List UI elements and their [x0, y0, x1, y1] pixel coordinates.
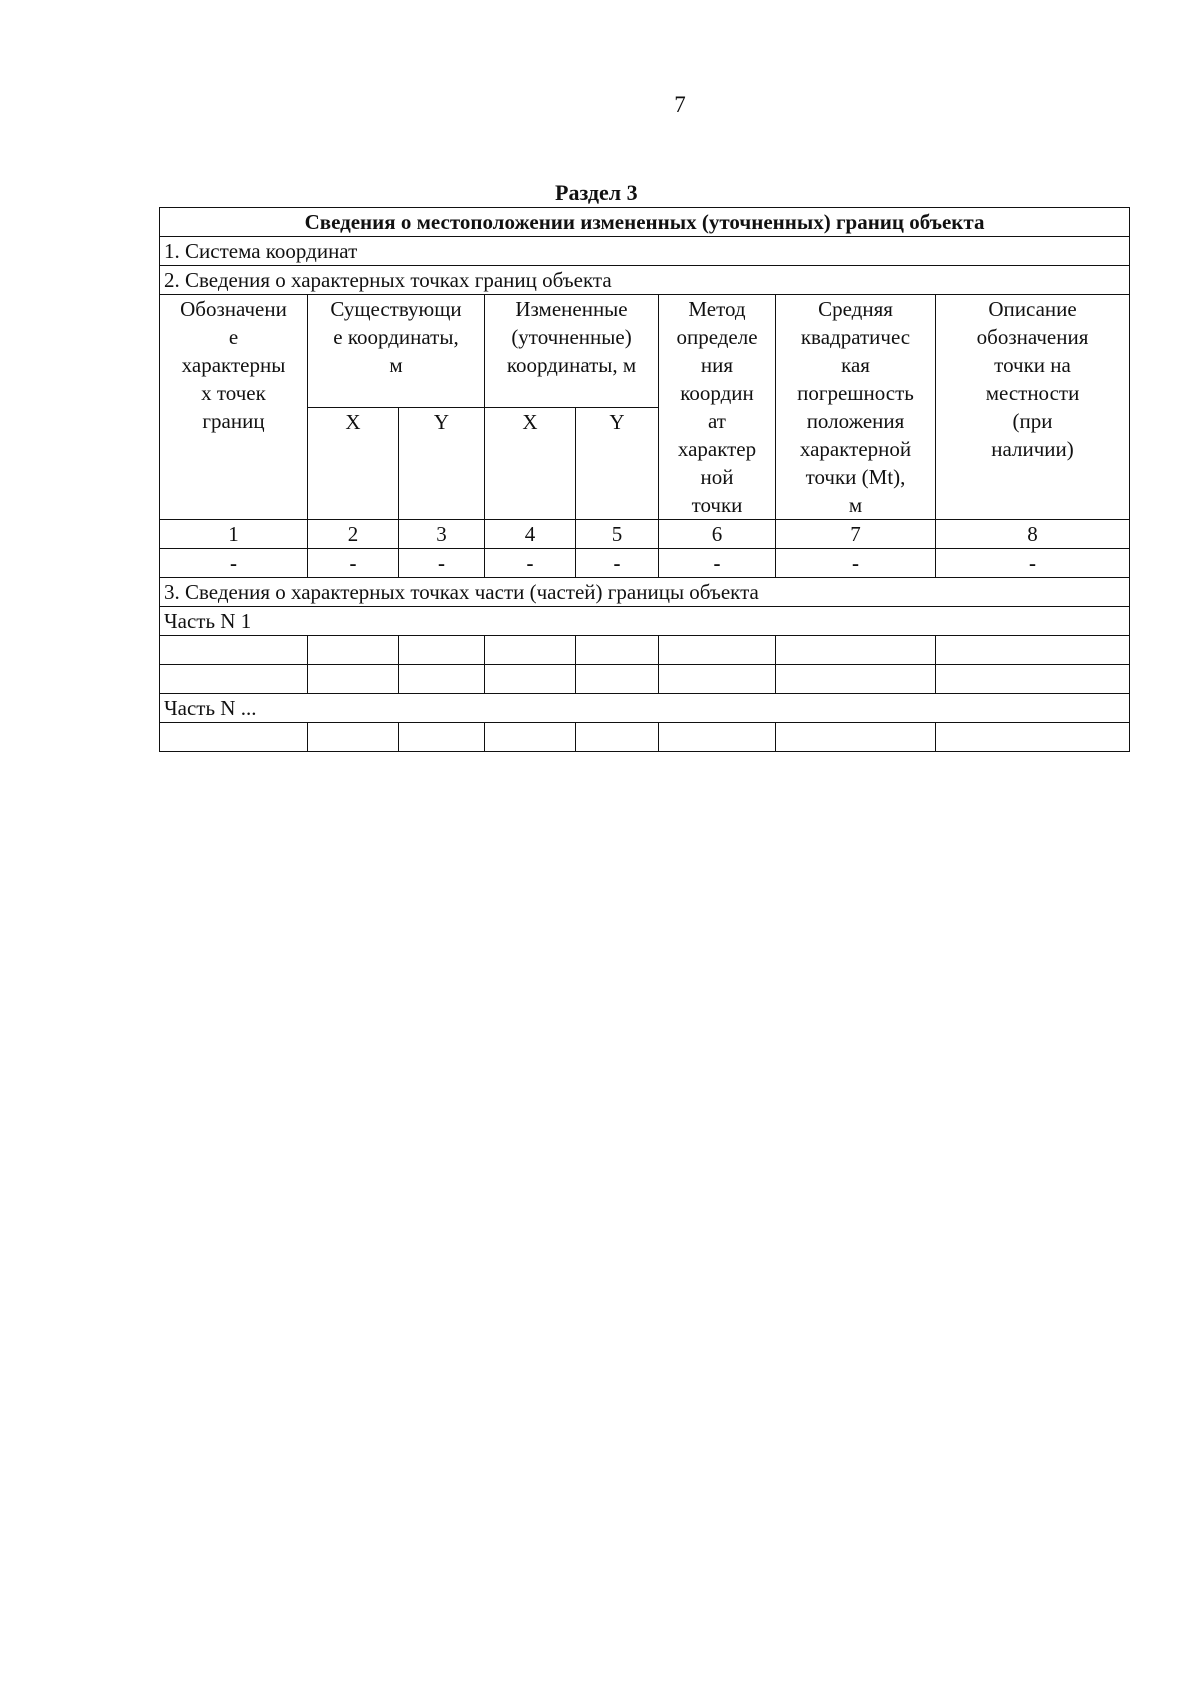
header-changed-coordinates: Измененные (уточненные) координаты, м — [485, 295, 659, 408]
page-number: 7 — [674, 92, 686, 117]
empty-row — [160, 723, 1130, 752]
table-heading: Сведения о местоположении измененных (уточненных) границ объекта — [160, 208, 1130, 237]
section-title: Раздел 3 — [555, 180, 638, 205]
header-existing-y: Y — [399, 408, 485, 520]
boundary-points-line: 2. Сведения о характерных точках границ объекта — [160, 266, 1130, 295]
column-number: 3 — [399, 520, 485, 549]
boundary-points-table — [159, 207, 1130, 752]
header-existing-x: X — [308, 408, 399, 520]
dash-cell: - — [308, 549, 399, 578]
dash-cell: - — [399, 549, 485, 578]
coordinate-system-line: 1. Система координат — [160, 237, 1130, 266]
column-number: 8 — [936, 520, 1130, 549]
dash-cell: - — [936, 549, 1130, 578]
header-changed-x: X — [485, 408, 576, 520]
dash-cell: - — [659, 549, 776, 578]
part-boundary-line: 3. Сведения о характерных точках части (частей) границы объекта — [160, 578, 1130, 607]
dash-cell: - — [776, 549, 936, 578]
part-n-label: Часть N ... — [160, 694, 1130, 723]
empty-row — [160, 665, 1130, 694]
header-mean-square-error: Средняя квадратичес кая погрешность положения характерной точки (Mt), м — [776, 295, 936, 520]
header-method: Метод определе ния координ ат характер ной точки — [659, 295, 776, 520]
header-point-description: Описание обозначения точки на местности (при наличии) — [936, 295, 1130, 520]
dash-cell: - — [160, 549, 308, 578]
column-number: 5 — [576, 520, 659, 549]
dash-cell: - — [485, 549, 576, 578]
part-1-label: Часть N 1 — [160, 607, 1130, 636]
column-number: 6 — [659, 520, 776, 549]
column-number: 4 — [485, 520, 576, 549]
column-number: 2 — [308, 520, 399, 549]
empty-row — [160, 636, 1130, 665]
header-point-designation: Обозначени е характерны х точек границ — [160, 295, 308, 520]
column-number: 7 — [776, 520, 936, 549]
dash-cell: - — [576, 549, 659, 578]
column-number: 1 — [160, 520, 308, 549]
header-changed-y: Y — [576, 408, 659, 520]
header-existing-coordinates: Существующи е координаты, м — [308, 295, 485, 408]
